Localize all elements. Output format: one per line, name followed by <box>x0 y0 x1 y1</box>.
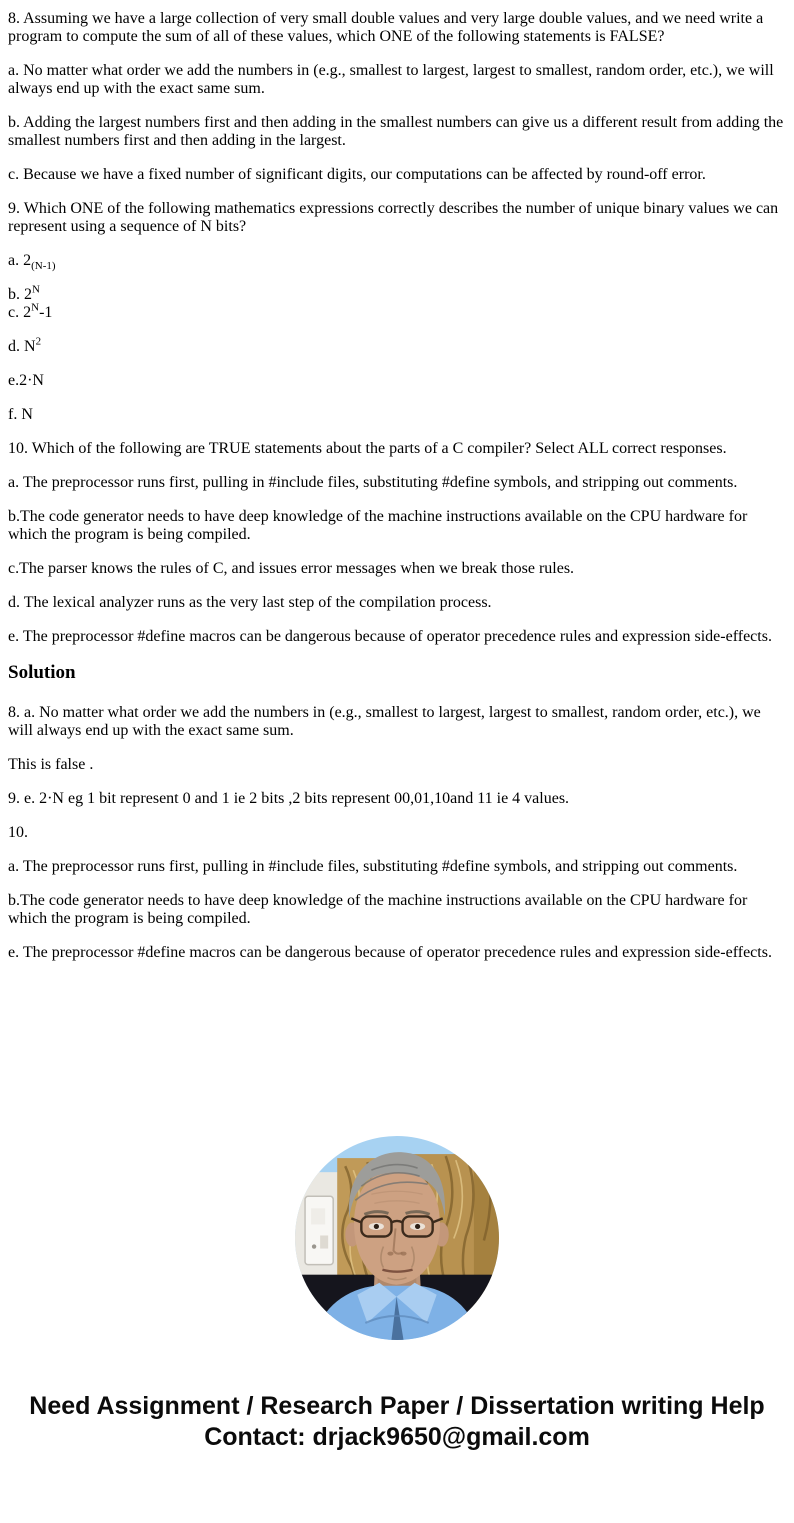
question-10: 10. Which of the following are TRUE statements about the parts of a C compiler? Select ALL correct responses. <box>8 440 727 457</box>
question-10-option-b: b.The code generator needs to have deep knowledge of the machine instructions available on the CPU hardware for which the program is being compiled. <box>8 508 748 543</box>
question-10-option-d: d. The lexical analyzer runs as the very last step of the compilation process. <box>8 594 492 611</box>
footer-contact-text: Contact: drjack9650@gmail.com <box>204 1423 590 1451</box>
question-8-option-b: b. Adding the largest numbers first and then adding in the smallest numbers can give us a different result from adding the smallest numbers first and then adding in the largest. <box>8 114 784 149</box>
solution-10-answer-e: e. The preprocessor #define macros can be dangerous because of operator precedence rules and expression side-effects. <box>8 944 772 961</box>
solution-8-note: This is false . <box>8 756 94 773</box>
question-8-option-a: a. No matter what order we add the numbers in (e.g., smallest to largest, largest to smallest, random order, etc.), we will always end up with the exact same sum. <box>8 62 774 97</box>
question-10-option-e: e. The preprocessor #define macros can be dangerous because of operator precedence rules and expression side-effects. <box>8 628 772 645</box>
footer-banner <box>0 1391 794 1453</box>
question-9-options-b-c: b. $2^N$ c. $2^N-1$ <box>8 283 53 321</box>
person-photo-icon <box>295 1136 499 1340</box>
question-9-option-a: a. $2_{(N-1)}$ <box>8 252 56 273</box>
question-8-option-c: c. Because we have a fixed number of significant digits, our computations can be affected by round-off error. <box>8 166 706 183</box>
question-10-option-c: c.The parser knows the rules of C, and issues error messages when we break those rules. <box>8 560 575 577</box>
question-10-option-a: a. The preprocessor runs first, pulling in #include files, substituting #define symbols, and stripping out comments. <box>8 474 738 491</box>
solution-9-answer: 9. e. 2·N eg 1 bit represent 0 and 1 ie 2 bits ,2 bits represent 00,01,10and 11 ie 4 values. <box>8 790 570 807</box>
solution-10-answer-a: a. The preprocessor runs first, pulling in #include files, substituting #define symbols, and stripping out comments. <box>8 858 738 875</box>
solution-10-label: 10. <box>8 824 28 841</box>
document-content <box>0 10 794 962</box>
footer-help-text: Need Assignment / Research Paper / Dissertation writing Help <box>29 1392 765 1420</box>
solution-10-answer-b: b.The code generator needs to have deep knowledge of the machine instructions available on the CPU hardware for which the program is being compiled. <box>8 892 748 927</box>
solution-8-answer: 8. a. No matter what order we add the numbers in (e.g., smallest to largest, largest to smallest, random order, etc.), we will always end up with the exact same sum. <box>8 704 761 739</box>
instructor-avatar <box>0 1136 794 1340</box>
question-9: 9. Which ONE of the following mathematics expressions correctly describes the number of unique binary values we can represent using a sequence of N bits? <box>8 200 779 235</box>
question-9-option-f: f. N <box>8 406 33 423</box>
question-9-option-e: e.2·N <box>8 372 44 389</box>
question-9-option-d: d. $N^2$ <box>8 335 42 355</box>
solution-heading: Solution <box>8 662 76 683</box>
question-8: 8. Assuming we have a large collection of very small double values and very large double values, and we need write a program to compute the sum of all of these values, which ONE of the following statements is FALSE? <box>8 10 764 45</box>
